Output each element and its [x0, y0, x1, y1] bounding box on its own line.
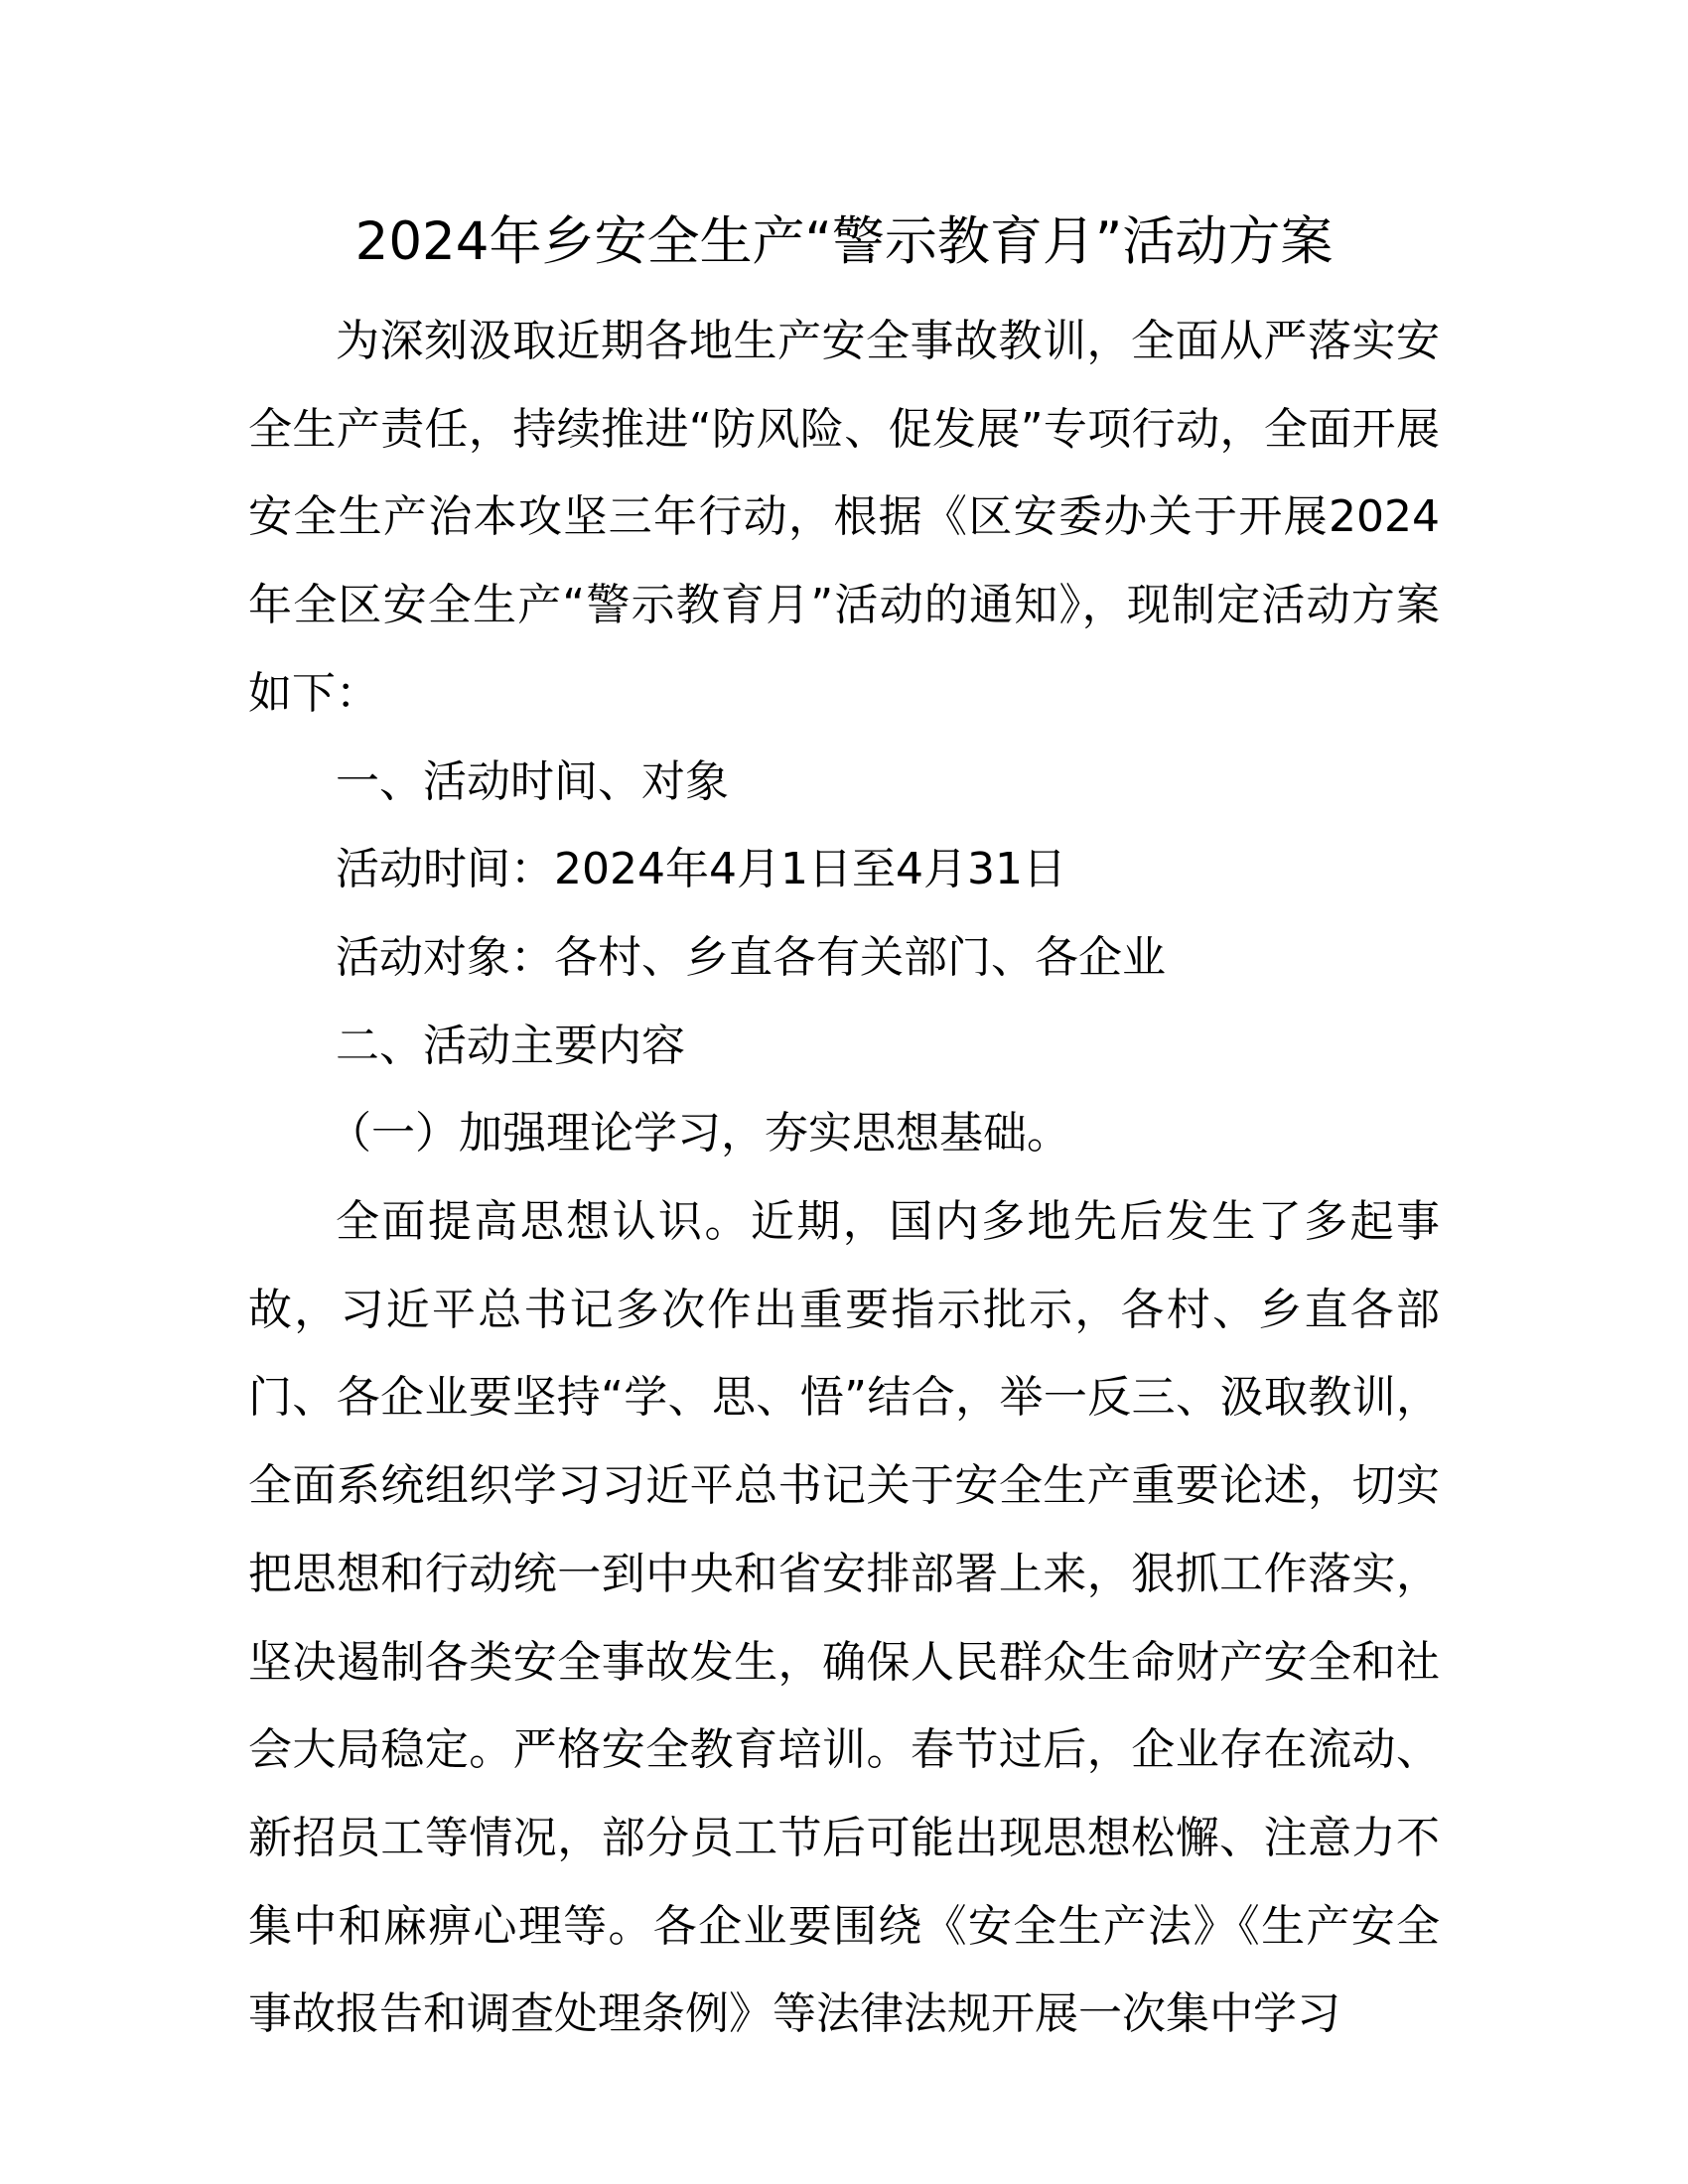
section-heading-time-target: 一、活动时间、对象 — [336, 755, 729, 807]
subsection-heading-theory-study: （一）加强理论学习，夯实思想基础。 — [328, 1108, 1070, 1160]
document-body — [248, 298, 1440, 2059]
body-paragraph-thinking: 全面提高思想认识。近期，国内多地先后发生了多起事故，习近平总书记多次作出重要指示批示，各村、乡直各部门、各企业要坚持“学、思、悟”结合，举一反三、汲取教训，全面系统组织学习习近平总书记关于安全生产重要论述，切实把思想和行动统一到中央和省安排部署上来，狠抓工作落实，坚决遏制各类安全事故发生，确保人民群众生命财产安全和社会大局稳定。严格安全教育培训。春节过后，企业存在流动、新招员工等情况，部分员工节后可能出现思想松懈、注意力不集中和麻痹心理等。各企业要围绕《安全生产法》《生产安全事故报告和调查处理条例》等法律法规开展一次集中学习 — [248, 1196, 1440, 2040]
document-title: 2024年乡安全生产“警示教育月”活动方案 — [354, 211, 1334, 272]
activity-time-line: 活动时间：2024年4月1日至4月31日 — [336, 844, 1066, 895]
activity-target-line: 活动对象：各村、乡直各有关部门、各企业 — [336, 931, 1166, 983]
section-heading-main-content: 二、活动主要内容 — [336, 1020, 685, 1071]
intro-paragraph: 为深刻汲取近期各地生产安全事故教训，全面从严落实安全生产责任，持续推进“防风险、促发展”专项行动，全面开展安全生产治本攻坚三年行动，根据《区安委办关于开展2024年全区安全生产“警示教育月”活动的通知》，现制定活动方案如下： — [248, 316, 1440, 719]
